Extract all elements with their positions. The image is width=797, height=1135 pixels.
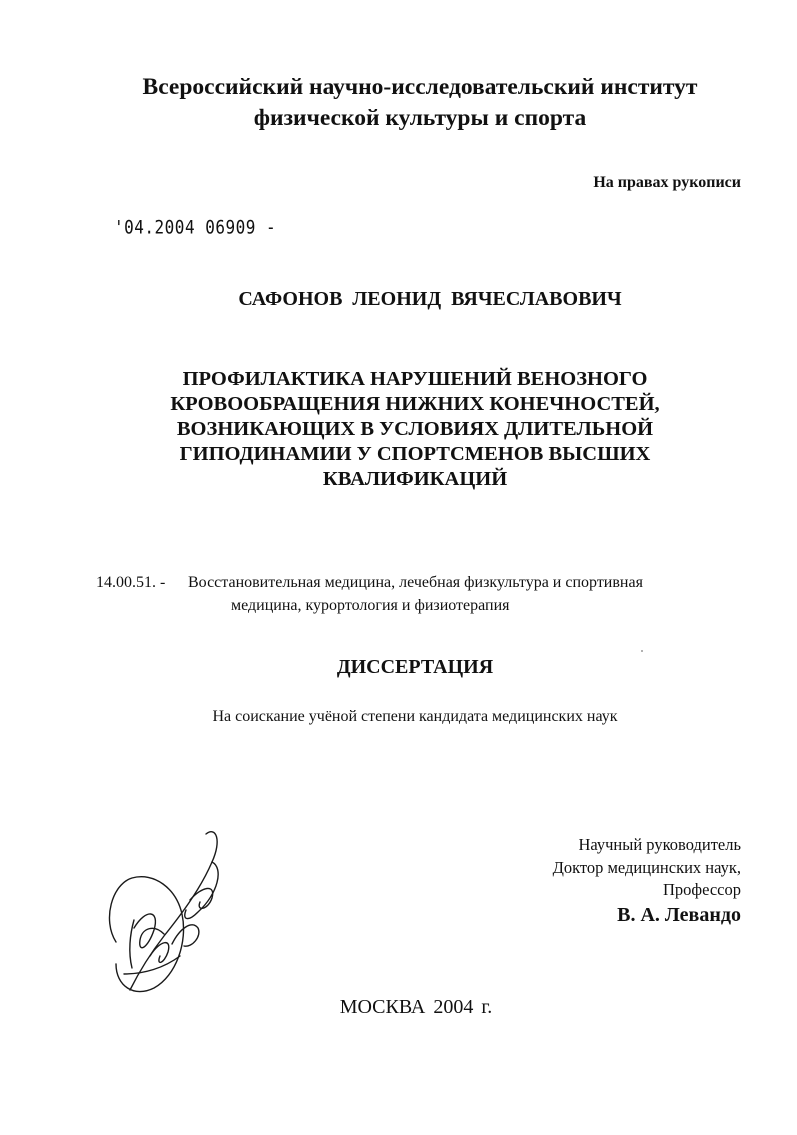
supervisor-role: Научный руководитель (578, 835, 741, 854)
scan-speck (641, 650, 643, 652)
city-year: МОСКВА 2004 г. (339, 996, 493, 1018)
supervisor-degree: Доктор медицинских наук, (552, 857, 741, 877)
title-line: КВАЛИФИКАЦИЙ (322, 468, 508, 490)
title-line: ГИПОДИНАМИИ У СПОРТСМЕНОВ ВЫСШИХ (179, 443, 651, 465)
supervisor-block (553, 834, 741, 928)
registration-number-stamp: '04.2004 06909 - (114, 216, 277, 238)
manuscript-note: На правах рукописи (593, 174, 741, 191)
institute-name (60, 72, 780, 134)
specialty-block (96, 571, 643, 617)
specialty-line-2: медицина, курортология и физиотерапия (231, 597, 510, 614)
dissertation-title (90, 367, 740, 492)
specialty-code: 14.00.51. - (96, 574, 166, 591)
supervisor-rank: Профессор (663, 880, 741, 899)
specialty-line-1: Восстановительная медицина, лечебная физкультура и спортивная (188, 574, 643, 591)
title-line: ВОЗНИКАЮЩИХ В УСЛОВИЯХ ДЛИТЕЛЬНОЙ (176, 418, 654, 440)
handwritten-signature (94, 824, 254, 1004)
institute-line-2: физической культуры и спорта (253, 105, 587, 131)
title-line: КРОВООБРАЩЕНИЯ НИЖНИХ КОНЕЧНОСТЕЙ, (170, 393, 660, 415)
title-line: ПРОФИЛАКТИКА НАРУШЕНИЙ ВЕНОЗНОГО (182, 368, 648, 390)
institute-line-1: Всероссийский научно-исследовательский институт (142, 74, 698, 100)
degree-statement: На соискание учёной степени кандидата медицинских наук (212, 708, 618, 725)
author-name: САФОНОВ ЛЕОНИД ВЯЧЕСЛАВОВИЧ (238, 288, 622, 310)
registration-number: 04.2004 06909 (124, 216, 256, 238)
document-type: ДИССЕРТАЦИЯ (336, 656, 494, 678)
supervisor-name: В. А. Левандо (617, 903, 741, 926)
